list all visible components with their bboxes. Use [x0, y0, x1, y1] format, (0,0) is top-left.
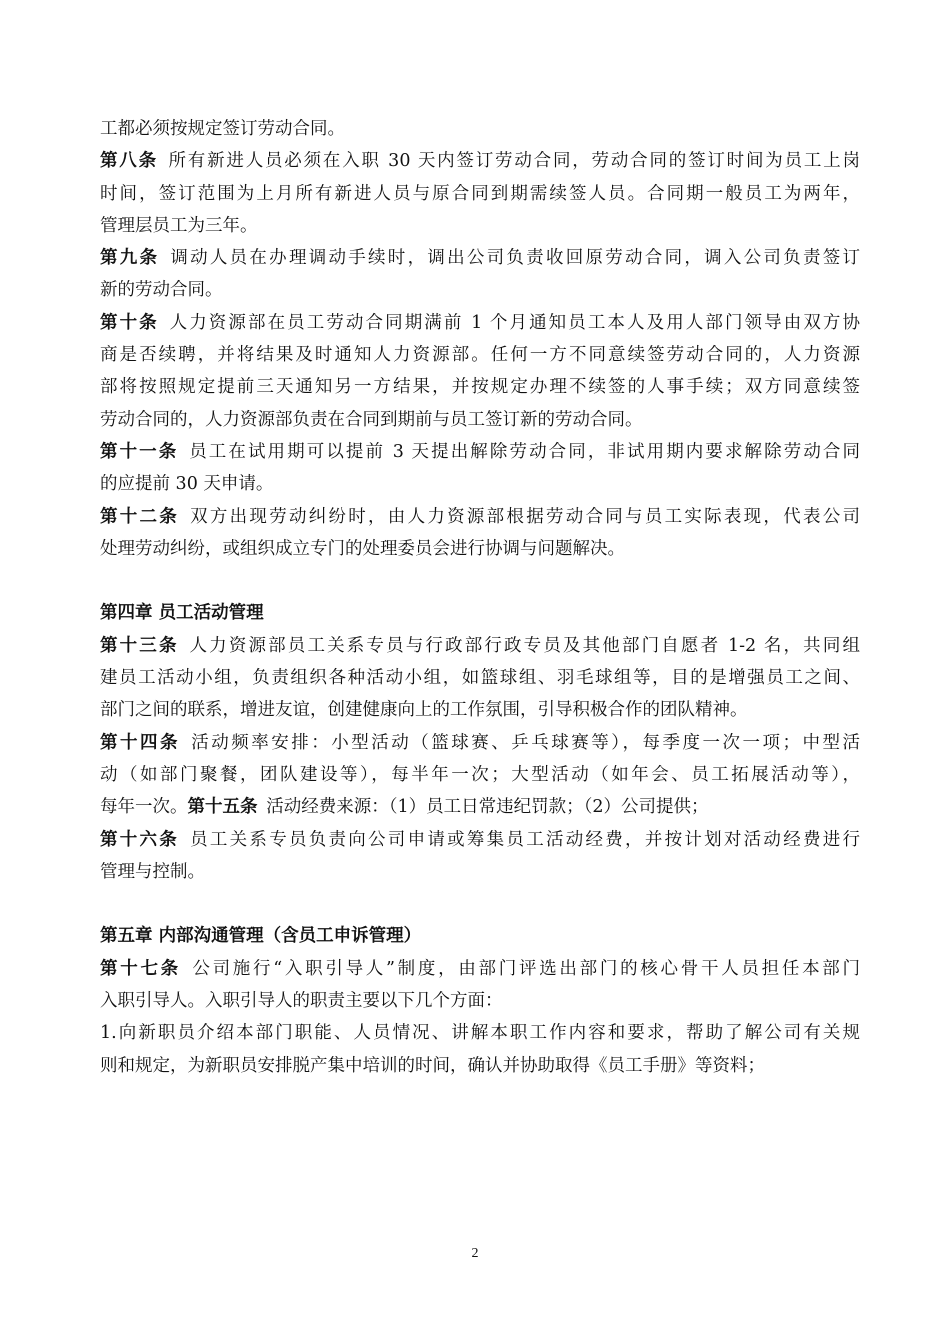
line-text: 所有新进人员必须在入职 30 天内签订劳动合同，劳动合同的签订时间为员工上岗 [166, 151, 860, 172]
line-text: 1.向新职员介绍本部门职能、人员情况、讲解本职工作内容和要求，帮助了解公司有关规 [100, 1023, 860, 1044]
line-text: 员工关系专员负责向公司申请或筹集员工活动经费，并按计划对活动经费进行 [187, 829, 861, 850]
article-line [100, 145, 860, 177]
line-text: 员工在试用期可以提前 3 天提出解除劳动合同，非试用期内要求解除劳动合同 [187, 441, 860, 462]
line-text: 劳动合同的，人力资源部负责在合同到期前与员工签订新的劳动合同。 [100, 409, 643, 430]
article-label: 第八条 [100, 151, 158, 172]
text-line [100, 178, 860, 210]
chapter-heading: 第五章 内部沟通管理（含员工申诉管理） [100, 926, 422, 947]
text-line [100, 371, 860, 403]
line-text: 每年一次。 [100, 797, 188, 818]
text-line [100, 856, 860, 888]
line-text: 入职引导人。入职引导人的职责主要以下几个方面： [100, 991, 503, 1012]
text-line [100, 113, 860, 145]
line-text: 处理劳动纠纷，或组织成立专门的处理委员会进行协调与问题解决。 [100, 538, 625, 559]
article-label: 第十三条 [100, 635, 179, 656]
page-number: 2 [471, 1246, 479, 1261]
line-text: 新的劳动合同。 [100, 280, 223, 301]
article-line [100, 727, 860, 759]
text-line [100, 662, 860, 694]
article-line [100, 953, 860, 985]
text-line [100, 274, 860, 306]
line-text: 的应提前 30 天申请。 [100, 474, 274, 495]
text-line [100, 791, 860, 823]
article-line [100, 242, 860, 274]
paragraph-gap [100, 888, 860, 920]
text-line [100, 533, 860, 565]
article-label: 第十条 [100, 312, 159, 333]
text-line [100, 985, 860, 1017]
article-label: 第十五条 [187, 797, 258, 818]
line-text: 部将按照规定提前三天通知另一方结果，并按规定办理不续签的人事手续；双方同意续签 [100, 377, 860, 398]
text-line [100, 210, 860, 242]
line-text: 活动频率安排：小型活动（篮球赛、乒乓球赛等），每季度一次一项；中型活 [188, 732, 860, 753]
line-text: 部门之间的联系，增进友谊，创建健康向上的工作氛围，引导积极合作的团队精神。 [100, 700, 748, 721]
article-line [100, 630, 860, 662]
line-text: 公司施行“入职引导人”制度，由部门评选出部门的核心骨干人员担任本部门 [189, 958, 861, 979]
article-line [100, 436, 860, 468]
line-text: 人力资源部员工关系专员与行政部行政专员及其他部门自愿者 1-2 名，共同组 [187, 635, 860, 656]
paragraph-gap [100, 565, 860, 597]
article-line [100, 824, 860, 856]
line-text: 建员工活动小组，负责组织各种活动小组，如篮球组、羽毛球组等，目的是增强员工之间、 [100, 668, 860, 689]
text-line [100, 404, 860, 436]
line-text: 管理与控制。 [100, 861, 205, 882]
line-text: 双方出现劳动纠纷时，由人力资源部根据劳动合同与员工实际表现，代表公司 [187, 506, 861, 527]
text-line [100, 1017, 860, 1049]
line-text: 商是否续聘，并将结果及时通知人力资源部。任何一方不同意续签劳动合同的，人力资源 [100, 345, 860, 366]
line-text: 调动人员在办理调动手续时，调出公司负责收回原劳动合同，调入公司负责签订 [168, 248, 861, 269]
text-line [100, 759, 860, 791]
line-text: 时间，签订范围为上月所有新进人员与原合同到期需续签人员。合同期一般员工为两年， [100, 183, 860, 204]
chapter-heading: 第四章 员工活动管理 [100, 603, 264, 624]
line-text: 动（如部门聚餐，团队建设等），每半年一次；大型活动（如年会、员工拓展活动等）， [100, 764, 860, 785]
article-label: 第十七条 [100, 958, 181, 979]
line-text: 活动经费来源：（1）员工日常违纪罚款；（2）公司提供； [266, 797, 709, 818]
line-text: 工都必须按规定签订劳动合同。 [100, 119, 345, 139]
article-line [100, 501, 860, 533]
article-label: 第十四条 [100, 732, 180, 753]
article-label: 第十六条 [100, 829, 180, 850]
line-text: 人力资源部在员工劳动合同期满前 1 个月通知员工本人及用人部门领导由双方协 [167, 312, 861, 333]
article-label: 第十一条 [100, 441, 179, 462]
text-line [100, 339, 860, 371]
document-body [100, 113, 860, 1082]
article-line [100, 307, 860, 339]
article-label: 第九条 [100, 248, 160, 269]
text-line [100, 1050, 860, 1082]
text-line [100, 468, 860, 500]
article-label: 第十二条 [100, 506, 180, 527]
text-line [100, 694, 860, 726]
line-text: 则和规定，为新职员安排脱产集中培训的时间，确认并协助取得《员工手册》等资料； [100, 1055, 765, 1076]
line-text: 管理层员工为三年。 [100, 215, 258, 236]
